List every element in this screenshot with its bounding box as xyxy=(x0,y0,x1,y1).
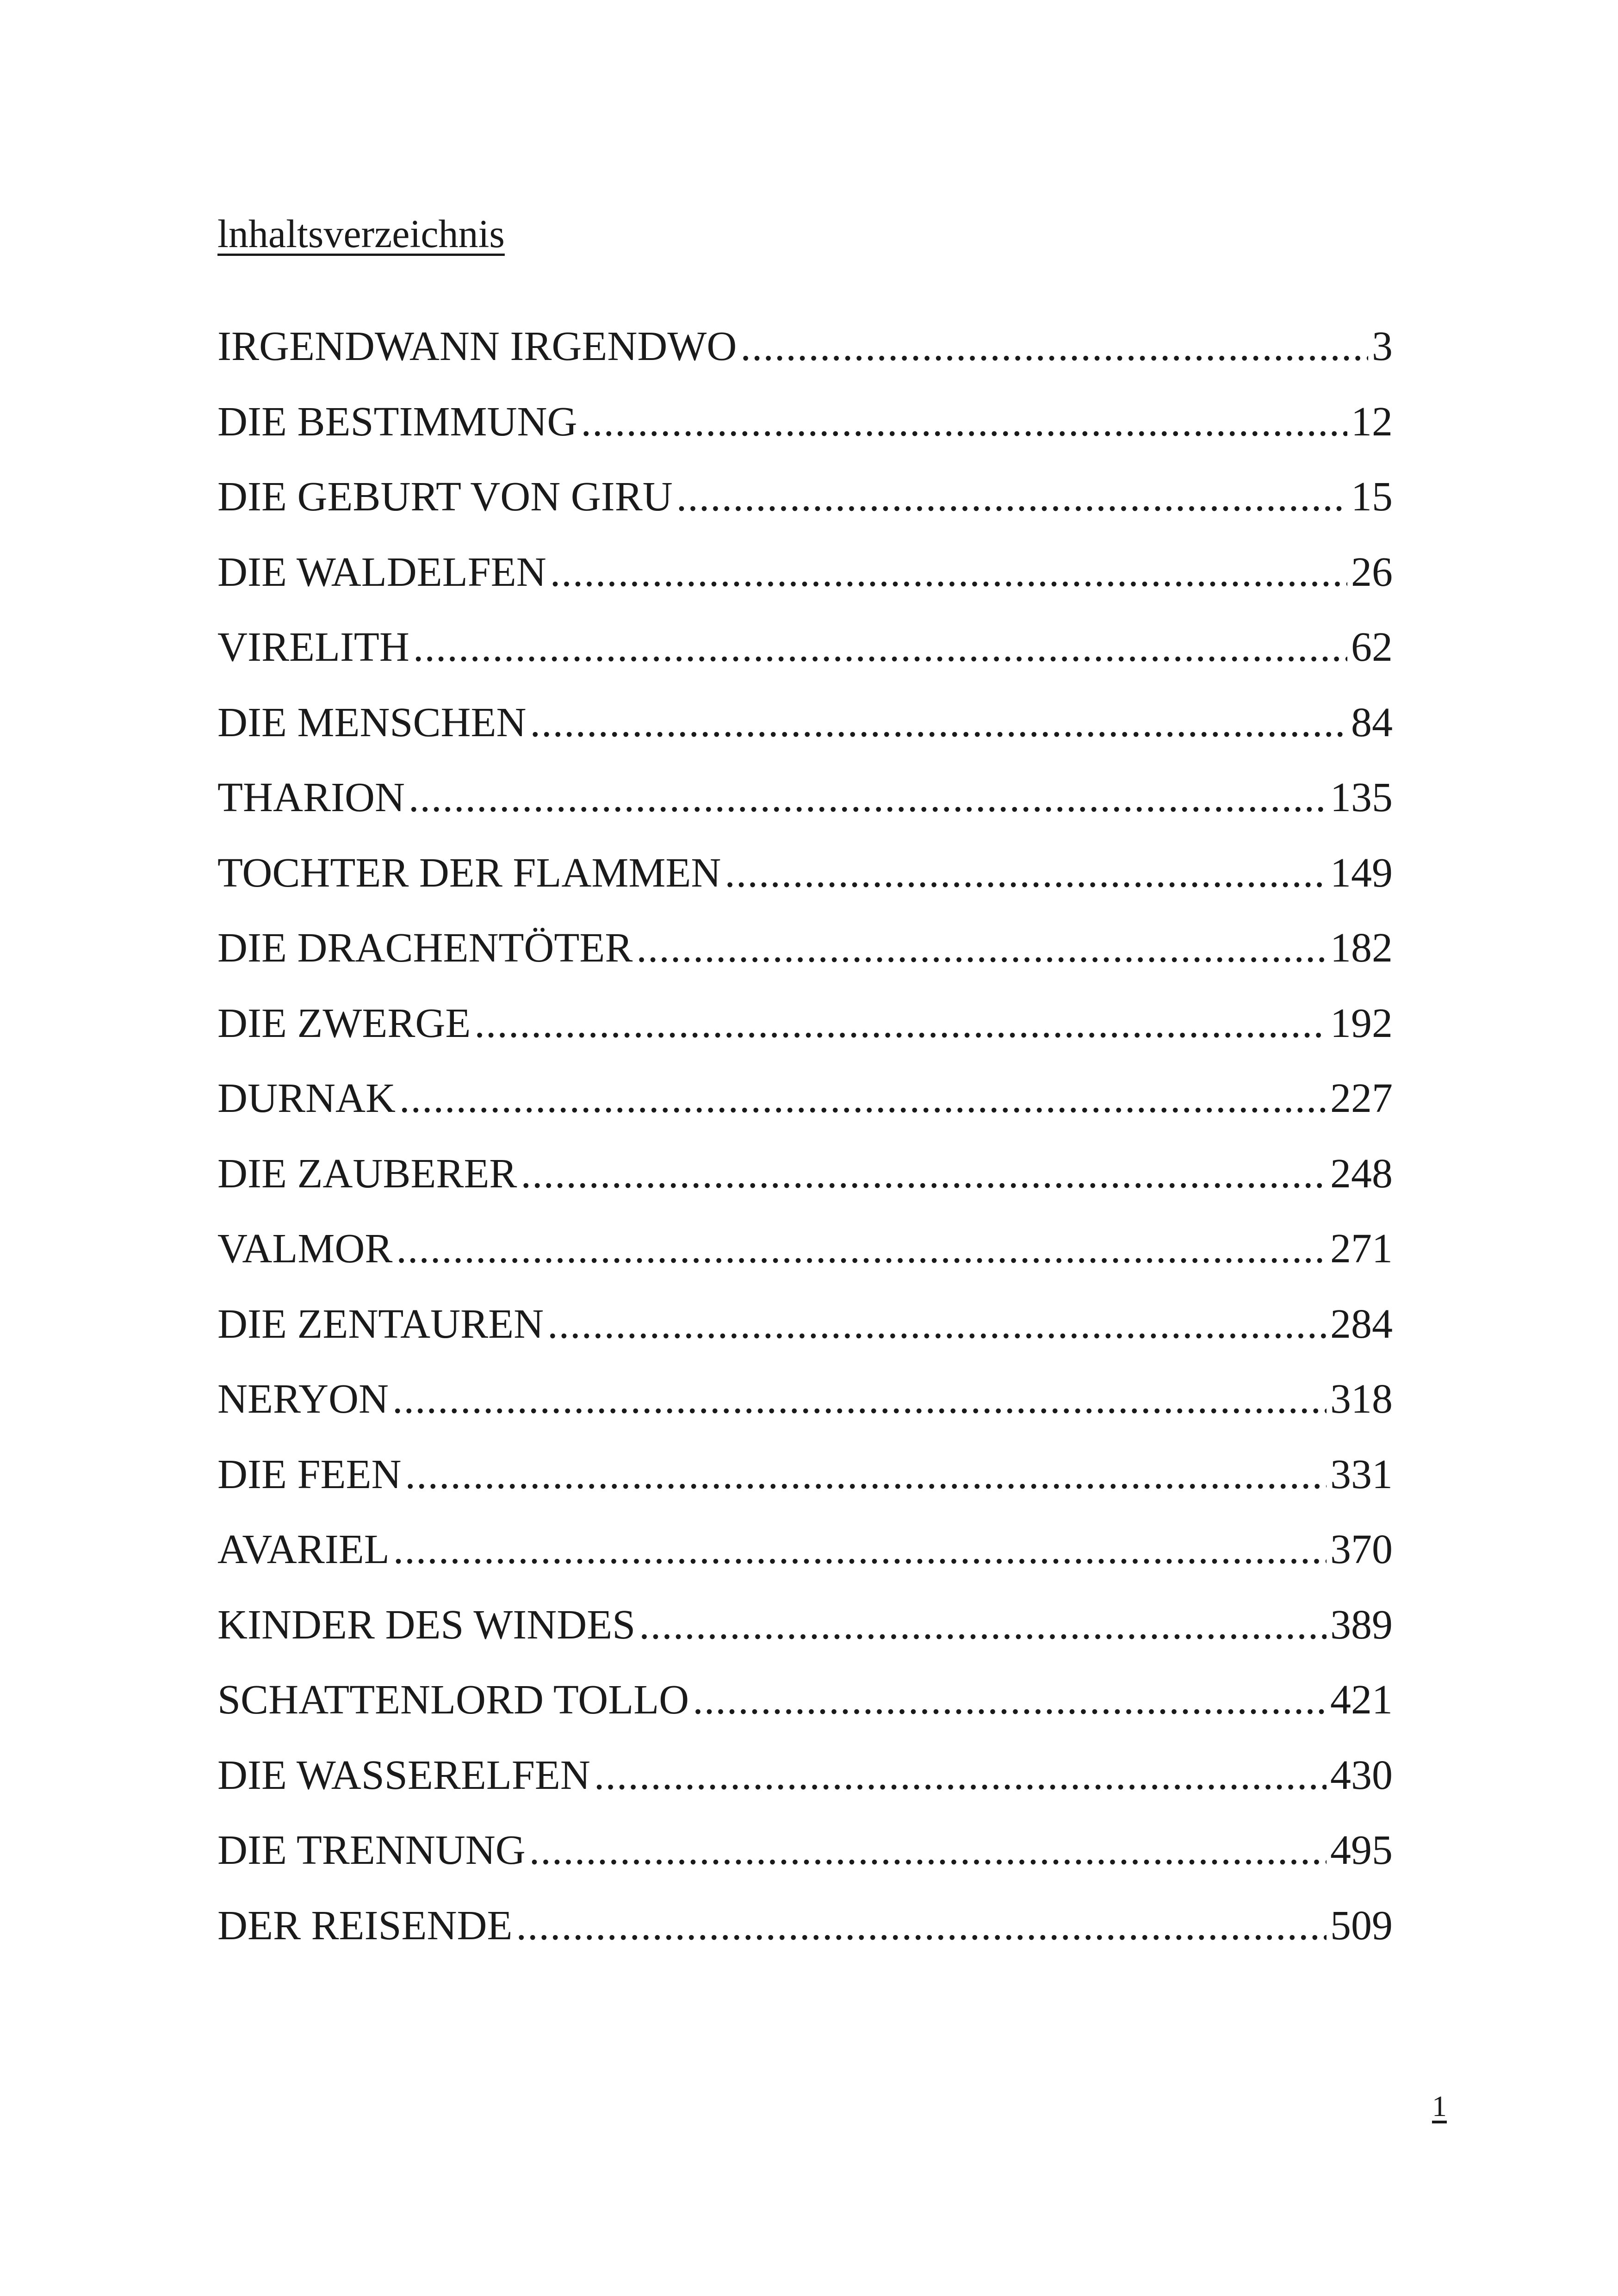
toc-dot-leader xyxy=(740,326,1368,367)
toc-entry[interactable] xyxy=(217,1529,1393,1604)
toc-entry[interactable] xyxy=(217,1228,1393,1303)
toc-entry-page: 284 xyxy=(1330,1301,1393,1347)
toc-entry-title: DIE WASSERELFEN xyxy=(217,1752,590,1798)
toc-entry-page: 3 xyxy=(1372,323,1393,369)
toc-dot-leader xyxy=(676,476,1347,518)
toc-entry-page: 495 xyxy=(1330,1827,1393,1873)
toc-entry[interactable] xyxy=(217,1902,1393,1980)
toc-entry[interactable] xyxy=(217,1075,1393,1153)
toc-dot-leader xyxy=(547,1303,1327,1345)
page-number: 1 xyxy=(1432,2090,1447,2122)
toc-entry[interactable] xyxy=(217,1451,1393,1529)
toc-entry-title: DER REISENDE xyxy=(217,1902,513,1948)
toc-entry-page: 370 xyxy=(1330,1527,1393,1572)
toc-dot-leader xyxy=(636,927,1327,969)
toc-entry[interactable] xyxy=(217,927,1393,1003)
toc-entry[interactable] xyxy=(217,476,1393,552)
toc-entry[interactable] xyxy=(217,1303,1393,1379)
toc-entry-title: DIE WALDELFEN xyxy=(217,549,546,595)
toc-entry[interactable] xyxy=(217,699,1393,777)
toc-entry[interactable] xyxy=(217,1000,1393,1078)
toc-entry-page: 421 xyxy=(1330,1677,1393,1723)
toc-entry-title: DIE GEBURT VON GIRU xyxy=(217,474,673,520)
toc-dot-leader xyxy=(405,1454,1327,1496)
toc-entry-page: 182 xyxy=(1330,925,1393,971)
toc-entry-title: DIE BESTIMMUNG xyxy=(217,398,577,445)
toc-dot-leader xyxy=(550,552,1347,593)
toc-entry[interactable] xyxy=(217,1378,1393,1454)
toc-entry[interactable] xyxy=(217,549,1393,627)
toc-entry[interactable] xyxy=(217,777,1393,852)
toc-entry-title: DIE DRACHENTÖTER xyxy=(217,925,633,971)
toc-entry-title: DIE TRENNUNG xyxy=(217,1827,526,1873)
toc-entry-title: TOCHTER DER FLAMMEN xyxy=(217,850,721,896)
toc-dot-leader xyxy=(594,1755,1327,1796)
toc-entry-page: 62 xyxy=(1351,624,1393,670)
toc-dot-leader xyxy=(725,852,1327,894)
toc-entry-title: THARION xyxy=(217,775,405,820)
toc-dot-leader xyxy=(409,777,1327,819)
toc-dot-leader xyxy=(516,1905,1327,1947)
toc-entry-page: 271 xyxy=(1330,1226,1393,1272)
toc-entry-page: 331 xyxy=(1330,1451,1393,1497)
table-of-contents xyxy=(217,323,1393,1980)
toc-entry-title: DIE MENSCHEN xyxy=(217,699,527,745)
toc-dot-leader xyxy=(396,1228,1327,1270)
toc-entry[interactable] xyxy=(217,624,1393,702)
toc-entry-page: 227 xyxy=(1330,1075,1393,1121)
toc-dot-leader xyxy=(693,1679,1327,1721)
toc-entry-page: 135 xyxy=(1330,775,1393,820)
toc-entry[interactable] xyxy=(217,1679,1393,1755)
toc-entry-page: 389 xyxy=(1330,1601,1393,1648)
toc-entry[interactable] xyxy=(217,1150,1393,1229)
toc-dot-leader xyxy=(474,1003,1327,1044)
toc-dot-leader xyxy=(392,1378,1327,1420)
toc-entry-title: AVARIEL xyxy=(217,1527,390,1572)
toc-entry-title: DIE ZAUBERER xyxy=(217,1150,517,1197)
toc-entry[interactable] xyxy=(217,323,1393,401)
toc-entry-page: 12 xyxy=(1351,398,1393,445)
toc-dot-leader xyxy=(393,1529,1327,1570)
toc-dot-leader xyxy=(413,627,1347,668)
toc-dot-leader xyxy=(399,1078,1327,1119)
toc-heading: lnhaltsverzeichnis xyxy=(217,211,505,256)
toc-entry-page: 84 xyxy=(1351,699,1393,745)
toc-entry-title: DIE ZENTAUREN xyxy=(217,1301,544,1347)
toc-entry-page: 26 xyxy=(1351,549,1393,595)
toc-dot-leader xyxy=(530,702,1348,744)
toc-entry-title: VALMOR xyxy=(217,1226,393,1272)
toc-entry[interactable] xyxy=(217,1827,1393,1905)
toc-entry-title: DIE ZWERGE xyxy=(217,1000,471,1046)
toc-entry-page: 509 xyxy=(1330,1902,1393,1948)
toc-entry-title: KINDER DES WINDES xyxy=(217,1601,636,1648)
toc-entry[interactable] xyxy=(217,1752,1393,1830)
toc-entry-page: 430 xyxy=(1330,1752,1393,1798)
toc-dot-leader xyxy=(529,1830,1327,1871)
toc-entry-title: IRGENDWANN IRGENDWO xyxy=(217,323,737,369)
toc-entry-page: 192 xyxy=(1330,1000,1393,1046)
toc-entry-page: 149 xyxy=(1330,850,1393,896)
toc-dot-leader xyxy=(639,1604,1327,1646)
toc-entry-title: DURNAK xyxy=(217,1075,396,1121)
toc-entry[interactable] xyxy=(217,398,1393,477)
toc-entry-title: VIRELITH xyxy=(217,624,409,670)
toc-entry[interactable] xyxy=(217,852,1393,928)
toc-entry-page: 15 xyxy=(1351,474,1393,520)
toc-dot-leader xyxy=(581,401,1347,443)
toc-entry-page: 318 xyxy=(1330,1376,1393,1422)
toc-entry-title: SCHATTENLORD TOLLO xyxy=(217,1677,689,1723)
toc-entry[interactable] xyxy=(217,1601,1393,1680)
toc-dot-leader xyxy=(521,1153,1327,1195)
toc-entry-page: 248 xyxy=(1330,1150,1393,1197)
toc-entry-title: NERYON xyxy=(217,1376,389,1422)
toc-entry-title: DIE FEEN xyxy=(217,1451,402,1497)
